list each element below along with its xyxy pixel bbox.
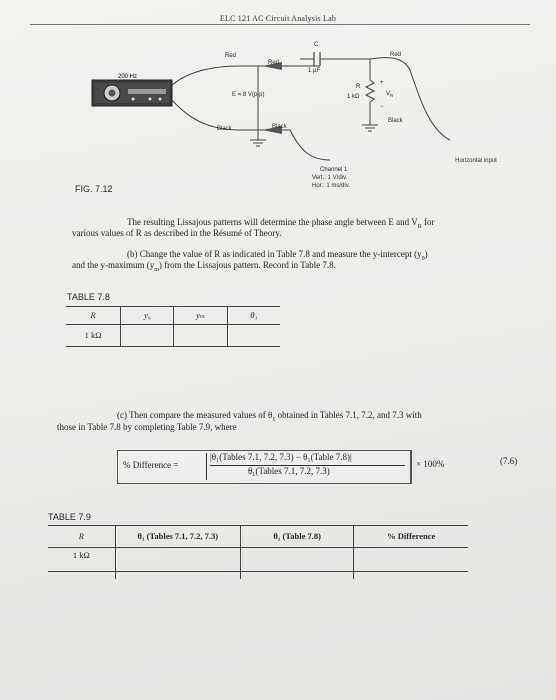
table79-cell-theta-78[interactable] <box>240 547 354 579</box>
figure-label: FIG. 7.12 <box>75 184 113 194</box>
function-generator <box>92 80 172 106</box>
table79-cell-r: 1 kΩ <box>72 550 90 560</box>
paragraph-b-line1: (b) Change the value of R as indicated in Table 7.8 and measure the y-intercept $(y_0)$ <box>127 249 428 262</box>
cap-value: 1 μF <box>308 68 321 74</box>
table78-cell-y0[interactable] <box>121 324 174 346</box>
lead-red-left: Red <box>225 53 237 59</box>
channel-line1: Channel 1 <box>320 167 348 173</box>
equation-number: (7.6) <box>500 456 518 466</box>
table78-label: TABLE 7.8 <box>67 292 110 302</box>
table-row <box>66 324 280 346</box>
lead-red-mid: Red <box>268 60 280 66</box>
table78-cell-theta[interactable] <box>227 324 280 346</box>
source-label: E = 8 V(p-p) <box>232 92 265 98</box>
table79-cell-difference[interactable] <box>354 547 468 579</box>
table79-header-row <box>48 525 468 547</box>
table78-header-row <box>66 306 280 324</box>
paragraph-c-line1: (c) Then compare the measured values of $\theta_1$ obtained in Tables 7.1, 7.2, and 7.3 with <box>117 410 422 423</box>
table79-cell-theta-tables[interactable] <box>115 547 240 579</box>
table79-header-theta-tables: θ₁ (Tables 7.1, 7.2, 7.3) <box>115 525 240 547</box>
table78 <box>66 306 280 346</box>
channel-line3: Hor.: 1 ms/div. <box>312 183 350 189</box>
lead-black-left: Black <box>217 126 232 132</box>
table78-cell-r: 1 kΩ <box>84 330 102 340</box>
table79 <box>48 525 468 579</box>
res-symbol: R <box>356 84 361 90</box>
circuit-diagram <box>0 0 556 200</box>
plus-sign: + <box>380 80 384 86</box>
paragraph-lissajous-line1: The resulting Lissajous patterns will determine the phase angle between E and $V_R$ for <box>127 217 435 230</box>
equation-box <box>117 450 411 484</box>
lead-black-mid: Black <box>272 124 287 130</box>
paragraph-lissajous-line2: various values of R as described in the Résumé of Theory. <box>72 228 282 238</box>
vr-label: $V_R$ <box>386 91 394 99</box>
table79-label: TABLE 7.9 <box>48 512 91 522</box>
header-title: ELC 121 AC Circuit Analysis Lab <box>219 14 337 23</box>
paragraph-c-line2: those in Table 7.8 by completing Table 7.9, where <box>57 422 237 432</box>
table78-header-y0: y₀ <box>121 306 174 324</box>
equation-multiplier: × 100% <box>416 459 445 469</box>
table-row <box>48 547 468 579</box>
table78-cell-ym[interactable] <box>174 324 227 346</box>
table78-header-theta: θ₁ <box>227 306 280 324</box>
equation-numerator: |θ₁(Tables 7.1, 7.2, 7.3) − θ₁(Table 7.8)| <box>210 452 352 462</box>
table78-header-r: R <box>90 310 96 320</box>
minus-sign: − <box>380 104 384 110</box>
equation-denominator: θ₁(Tables 7.1, 7.2, 7.3) <box>248 466 330 476</box>
res-value: 1 kΩ <box>347 94 360 100</box>
paragraph-b-line2: and the y-maximum $(y_m)$ from the Lissajous pattern. Record in Table 7.8. <box>72 260 336 273</box>
table79-header-theta-78: θ₁ (Table 7.8) <box>240 525 354 547</box>
equation-lhs: % Difference = <box>123 460 179 470</box>
generator-freq: 200 Hz <box>118 74 138 80</box>
table79-header-difference: % Difference <box>354 525 468 547</box>
horizontal-input-label: Horizontal input <box>455 158 497 164</box>
table78-header-ym: yₘ <box>174 306 227 324</box>
cap-symbol: C <box>314 42 319 48</box>
channel-line2: Vert.: 1 V/div. <box>312 175 348 181</box>
lead-red-right: Red <box>390 52 402 58</box>
table79-header-r: R <box>78 531 84 541</box>
lead-black-right: Black <box>388 118 403 124</box>
